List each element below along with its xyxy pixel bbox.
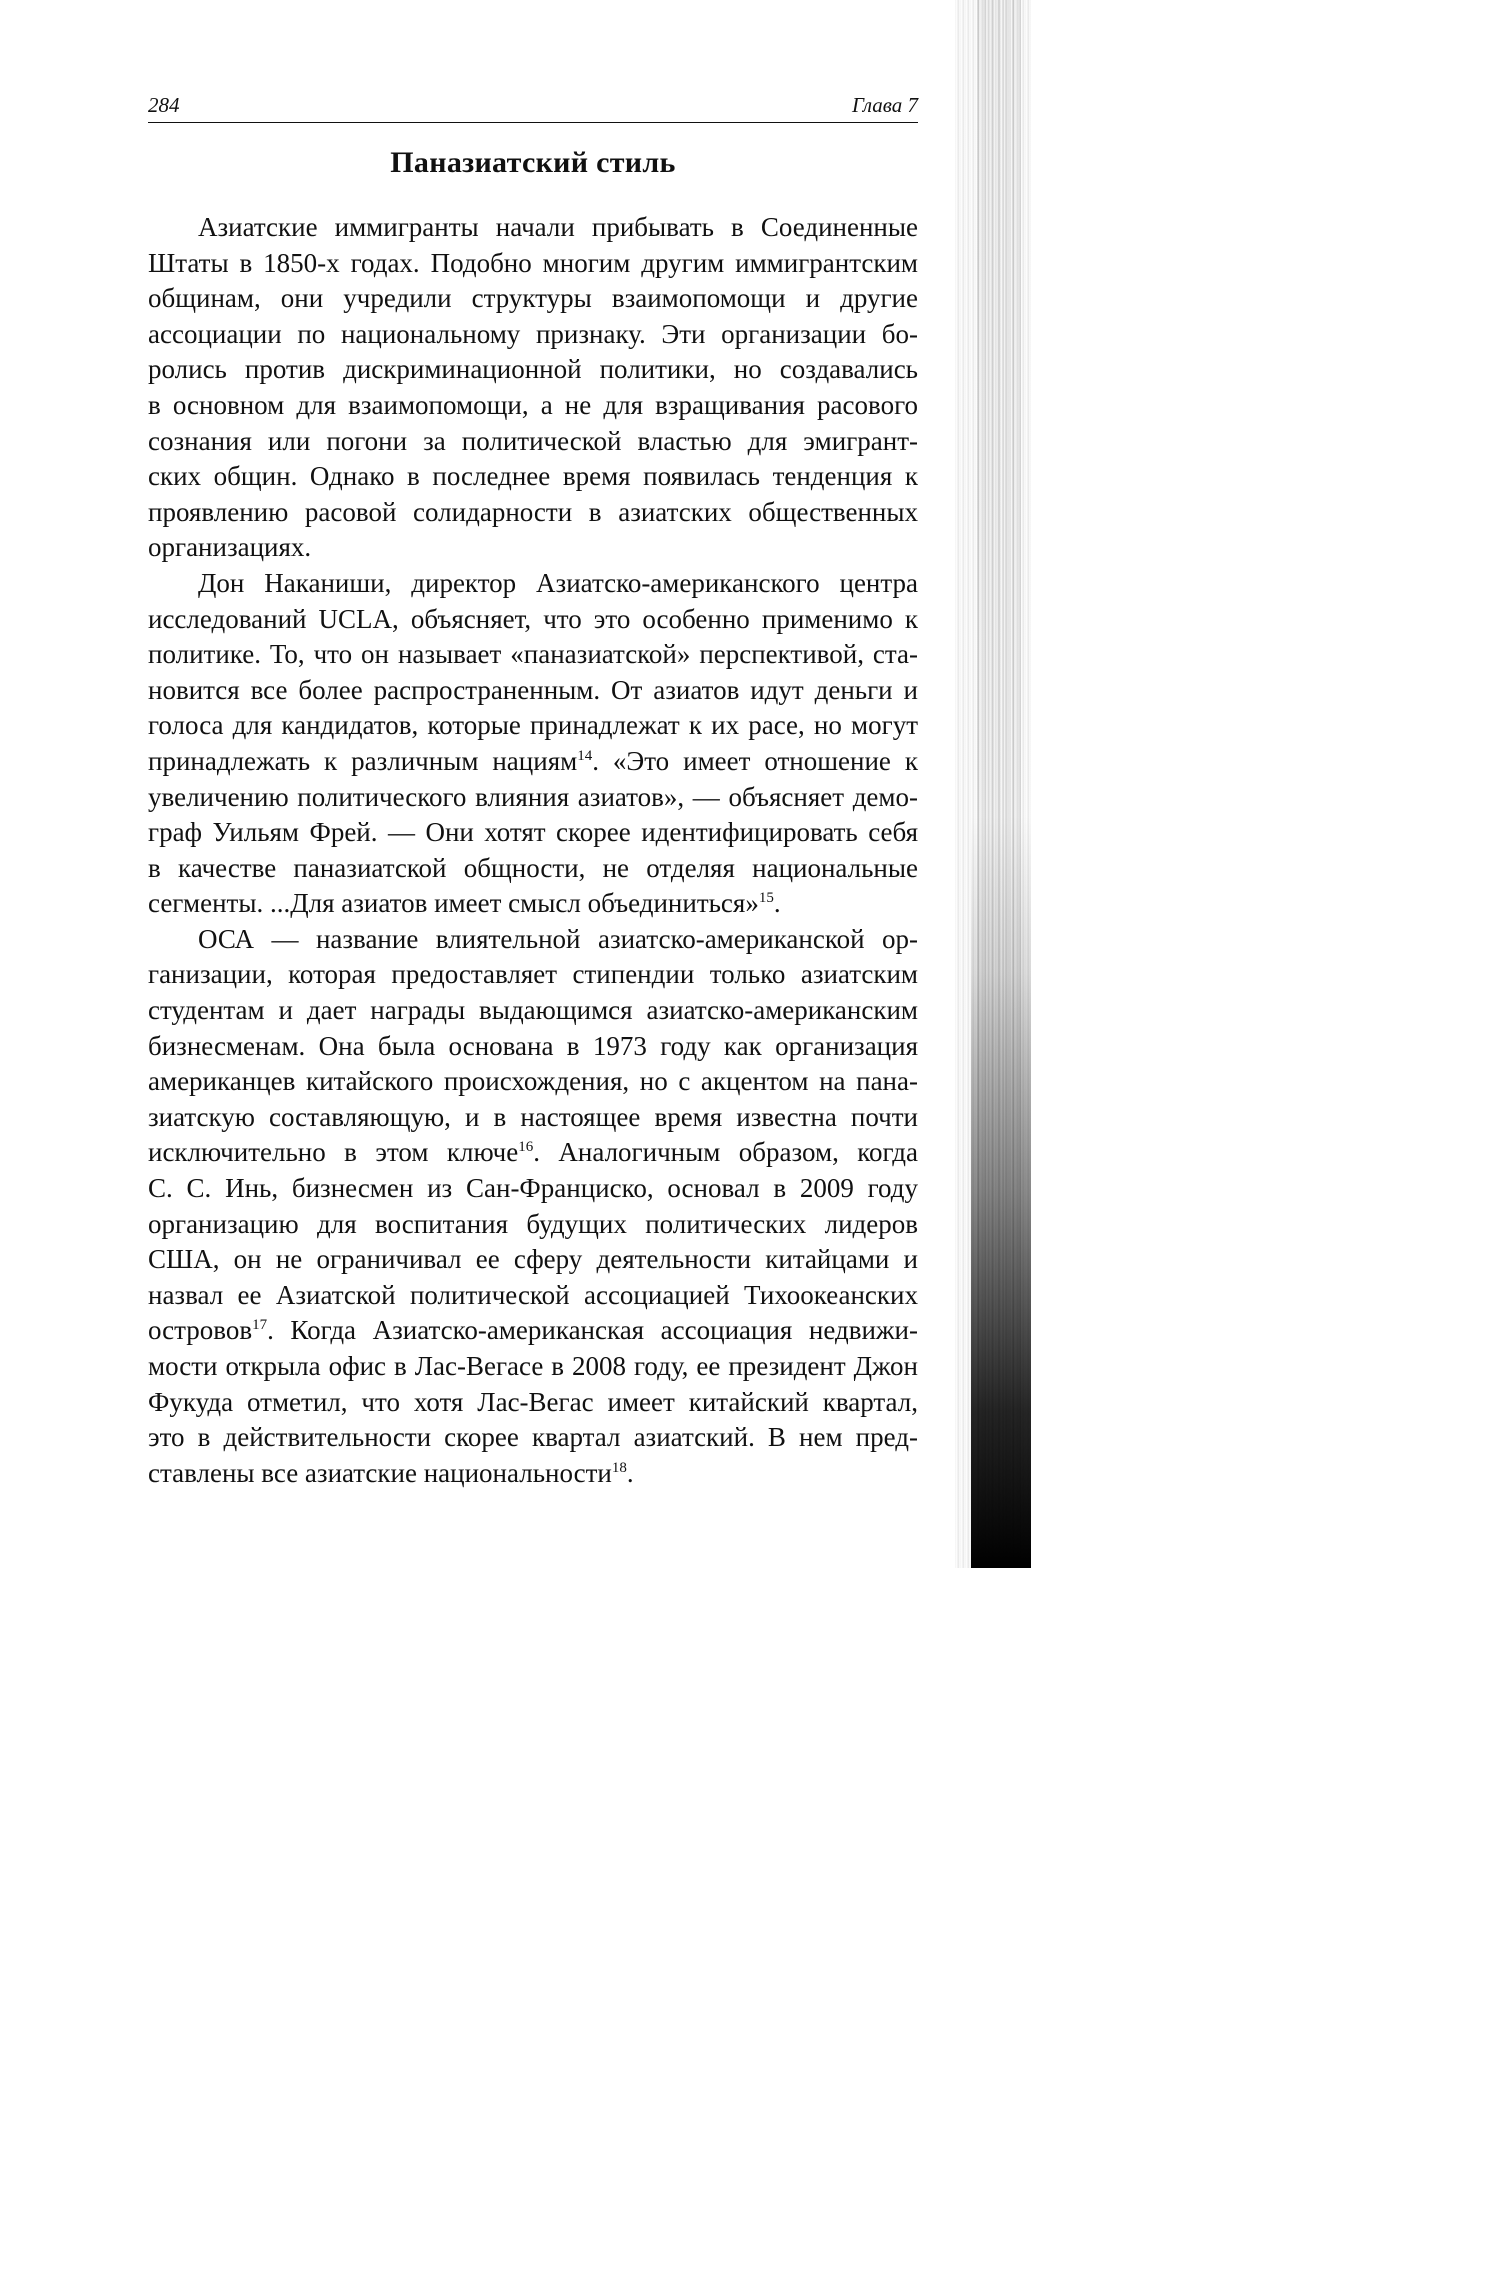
text-line: это в действительности скорее квартал азиатский. В нем пред-	[148, 1422, 918, 1453]
text-line: США, он не ограничивал ее сферу деятельности китайцами и	[148, 1244, 918, 1275]
section-title: Паназиатский стиль	[390, 146, 676, 179]
paragraph	[148, 922, 918, 1492]
text-line: студентам и дает награды выдающимся азиатско-американским	[148, 995, 918, 1026]
text-line: организацию для воспитания будущих политических лидеров	[148, 1208, 918, 1239]
footnote-reference: 17	[252, 1317, 268, 1334]
text-line: Дон Наканиши, директор Азиатско-американского центра	[198, 567, 918, 598]
text-segment: . Когда Азиатско-американская ассоциация недвижи-	[267, 1315, 918, 1346]
text-line: зиатскую составляющую, и в настоящее время известна почти	[148, 1101, 918, 1132]
text-line: организациях.	[148, 532, 312, 563]
text-segment: сегменты. ...Для азиатов имеет смысл объединиться»	[148, 888, 759, 919]
text-line: мости открыла офис в Лас-Вегасе в 2008 году, ее президент Джон	[148, 1351, 918, 1381]
text-line	[148, 1456, 918, 1492]
text-segment: .	[626, 1457, 634, 1488]
text-line: С. С. Инь, бизнесмен из Сан-Франциско, основал в 2009 году	[148, 1173, 918, 1204]
text-line: политике. То, что он называет «паназиатской» перспективой, ста-	[148, 639, 918, 670]
text-line: назвал ее Азиатской политической ассоциацией Тихоокеанских	[148, 1279, 918, 1310]
text-line: увеличению политического влияния азиатов», — объясняет демо-	[148, 781, 918, 812]
paragraph	[148, 566, 918, 922]
footnote-reference: 15	[758, 890, 774, 907]
text-line	[148, 744, 918, 780]
text-line: Азиатские иммигранты начали прибывать в Соединенные	[198, 212, 918, 242]
page-number: 284	[148, 93, 180, 117]
text-line: сознания или погони за политической властью для эмигрант-	[148, 425, 918, 456]
text-line: исследований UCLA, объясняет, что это особенно применимо к	[148, 603, 918, 634]
text-segment: островов	[148, 1315, 253, 1346]
text-segment: . «Это имеет отношение к	[592, 745, 918, 776]
text-line: Штаты в 1850-х годах. Подобно многим другим иммигрантским	[148, 247, 918, 278]
text-line	[148, 886, 918, 922]
text-line: в качестве паназиатской общности, не отделяя национальные	[148, 852, 918, 883]
body-text	[148, 210, 918, 1491]
text-line: общинам, они учредили структуры взаимопомощи и другие	[148, 283, 918, 314]
text-segment: ставлены все азиатские национальности	[148, 1457, 612, 1488]
text-line: голоса для кандидатов, которые принадлежат к их расе, но могут	[148, 710, 918, 741]
text-line	[148, 1135, 918, 1171]
book-binding-edge	[955, 0, 1031, 1568]
text-line: Фукуда отметил, что хотя Лас-Вегас имеет китайский квартал,	[148, 1386, 918, 1417]
footnote-reference: 14	[577, 747, 593, 764]
text-line: американцев китайского происхождения, но с акцентом на пана-	[148, 1066, 918, 1097]
footnote-reference: 18	[611, 1459, 627, 1476]
running-header	[148, 92, 918, 123]
text-line: проявлению расовой солидарности в азиатских общественных	[148, 496, 918, 527]
text-line: ролись против дискриминационной политики, но создавались	[148, 354, 918, 385]
text-line: ОСА — название влиятельной азиатско-американской ор-	[198, 923, 918, 954]
text-segment: .	[773, 888, 781, 919]
text-segment: исключительно в этом ключе	[148, 1137, 519, 1168]
text-line	[148, 1313, 918, 1349]
text-line: новится все более распространенным. От азиатов идут деньги и	[148, 674, 918, 705]
paragraph	[148, 210, 918, 566]
chapter-label: Глава 7	[852, 93, 918, 117]
text-segment: принадлежать к различным нациям	[148, 745, 578, 776]
text-line: ганизации, которая предоставляет стипендии только азиатским	[148, 959, 918, 990]
text-line: бизнесменам. Она была основана в 1973 году как организация	[148, 1030, 918, 1061]
text-line: граф Уильям Фрей. — Они хотят скорее идентифицировать себя	[148, 817, 918, 848]
text-line: в основном для взаимопомощи, а не для взращивания расового	[148, 389, 918, 420]
text-line: ских общин. Однако в последнее время появилась тенденция к	[148, 461, 918, 492]
binding-shadow	[971, 0, 1031, 1568]
footnote-reference: 16	[518, 1139, 534, 1156]
text-segment: . Аналогичным образом, когда	[533, 1137, 918, 1168]
text-line: ассоциации по национальному признаку. Эти организации бо-	[148, 318, 918, 349]
